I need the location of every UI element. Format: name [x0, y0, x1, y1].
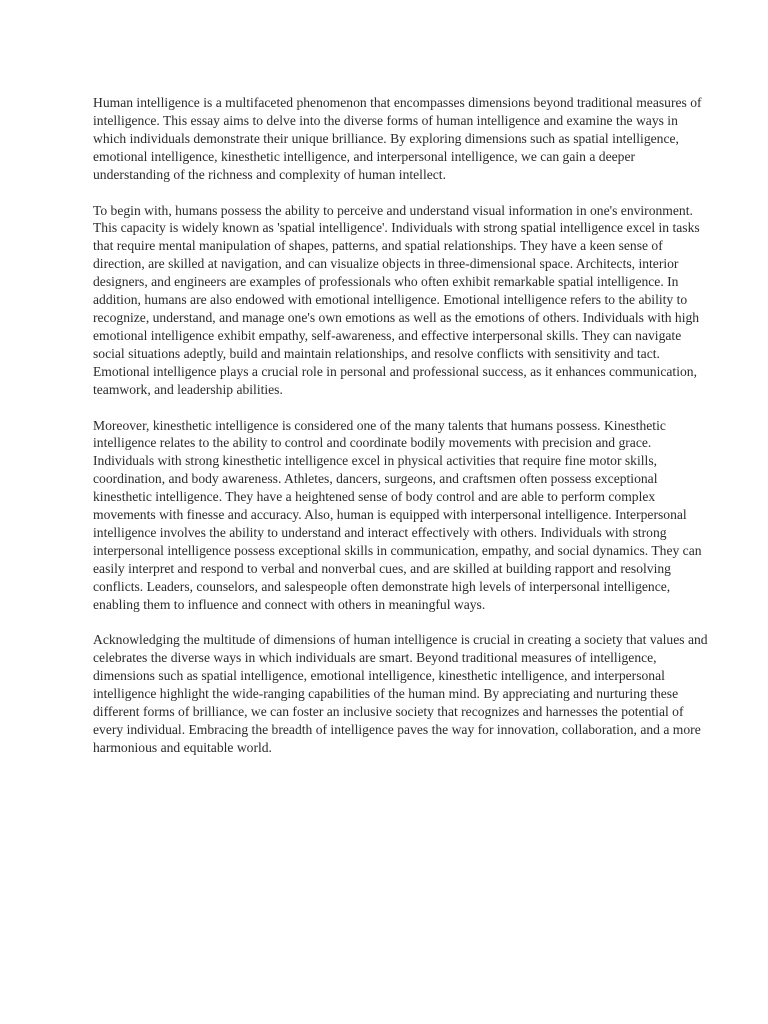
paragraph-spatial-emotional: To begin with, humans possess the ability to perceive and understand visual information in one's environment. This capacity is widely known as 'spatial intelligence'. Individuals with strong spatial intelligence excel in tasks that require mental manipulation of shapes, patterns, and spatial relationships. They have a keen sense of direction, are skilled at navigation, and can visualize objects in three-dimensional space. Architects, interior designers, and engineers are examples of professionals who often exhibit remarkable spatial intelligence. In addition, humans are also endowed with emotional intelligence. Emotional intelligence refers to the ability to recognize, understand, and manage one's own emotions as well as the emotions of others. Individuals with high emotional intelligence exhibit empathy, self-awareness, and effective interpersonal skills. They can navigate social situations adeptly, build and maintain relationships, and resolve conflicts with sensitivity and tact. Emotional intelligence plays a crucial role in personal and professional success, as it enhances communication, teamwork, and leadership abilities.	[93, 202, 700, 397]
paragraph-introduction: Human intelligence is a multifaceted phenomenon that encompasses dimensions beyond traditional measures of intelligence. This essay aims to delve into the diverse forms of human intelligence and examine the ways in which individuals demonstrate their unique brilliance. By exploring dimensions such as spatial intelligence, emotional intelligence, kinesthetic intelligence, and interpersonal intelligence, we can gain a deeper understanding of the richness and complexity of human intellect.	[93, 95, 702, 182]
essay-body	[93, 94, 713, 775]
paragraph-conclusion: Acknowledging the multitude of dimensions of human intelligence is crucial in creating a society that values and celebrates the diverse ways in which individuals are smart. Beyond traditional measures of intelligence, dimensions such as spatial intelligence, emotional intelligence, kinesthetic intelligence, and interpersonal intelligence highlight the wide-ranging capabilities of the human mind. By appreciating and nurturing these different forms of brilliance, we can foster an inclusive society that recognizes and harnesses the potential of every individual. Embracing the breadth of intelligence paves the way for innovation, collaboration, and a more harmonious and equitable world.	[93, 632, 708, 755]
paragraph-kinesthetic-interpersonal: Moreover, kinesthetic intelligence is considered one of the many talents that humans possess. Kinesthetic intelligence relates to the ability to control and coordinate bodily movements with precision and grace. Individuals with strong kinesthetic intelligence excel in physical activities that require fine motor skills, coordination, and body awareness. Athletes, dancers, surgeons, and craftsmen often possess exceptional kinesthetic intelligence. They have a heightened sense of body control and are able to perform complex movements with finesse and accuracy. Also, human is equipped with interpersonal intelligence. Interpersonal intelligence involves the ability to understand and interact effectively with others. Individuals with strong interpersonal intelligence possess exceptional skills in communication, empathy, and social dynamics. They can easily interpret and respond to verbal and nonverbal cues, and are skilled at building rapport and resolving conflicts. Leaders, counselors, and salespeople often demonstrate high levels of interpersonal intelligence, enabling them to influence and connect with others in meaningful ways.	[93, 417, 702, 612]
